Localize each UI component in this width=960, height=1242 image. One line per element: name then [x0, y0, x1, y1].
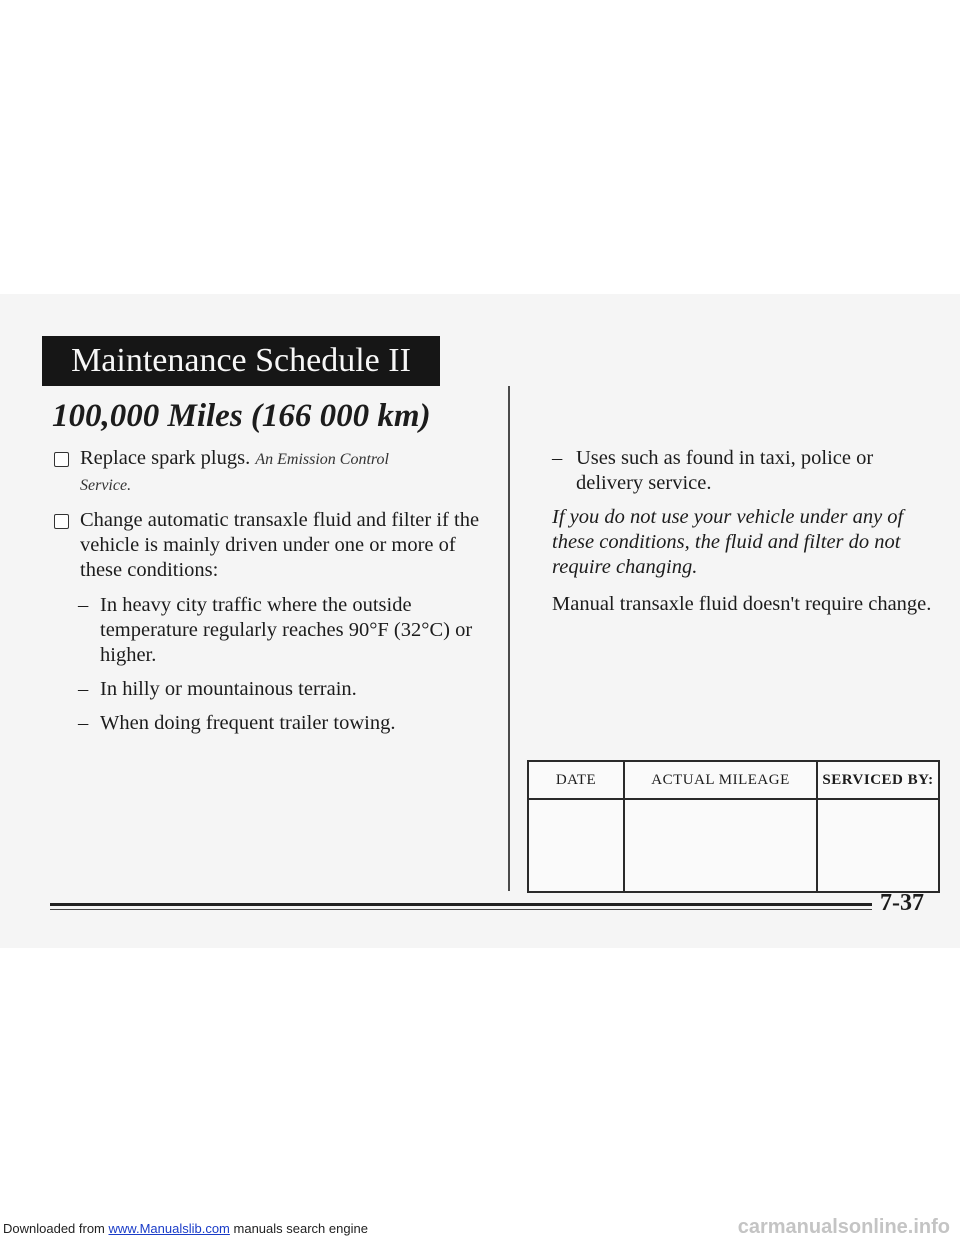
table-header-serviced-by: SERVICED BY: — [817, 761, 939, 799]
condition-text: Uses such as found in taxi, police or delivery service. — [576, 447, 874, 494]
credit-prefix: Downloaded from — [3, 1221, 105, 1236]
condition-text: In heavy city traffic where the outside temperature regularly reaches 90°F (32°C) or higher. — [100, 594, 473, 666]
table-header-mileage: ACTUAL MILEAGE — [624, 761, 817, 799]
date-cell[interactable] — [528, 799, 624, 892]
dash-bullet: – — [78, 594, 89, 616]
section-header-bar: Maintenance Schedule II — [42, 336, 440, 386]
checkbox-icon[interactable] — [54, 452, 69, 467]
mileage-cell[interactable] — [624, 799, 817, 892]
footer-rule — [50, 903, 872, 906]
dash-bullet: – — [78, 712, 89, 734]
condition-text: In hilly or mountainous terrain. — [100, 678, 357, 700]
checkbox-icon[interactable] — [54, 514, 69, 529]
emission-control-note-cont: Service. — [80, 477, 132, 494]
checklist-item-spark-plugs — [52, 446, 492, 498]
list-item — [552, 446, 942, 496]
column-divider — [508, 386, 510, 891]
watermark-logo: carmanualsonline.info — [737, 1216, 950, 1238]
credit-suffix: manuals search engine — [233, 1221, 368, 1236]
emission-control-note: An Emission Control — [255, 451, 389, 468]
list-item — [52, 593, 492, 668]
conditions-list — [52, 593, 492, 736]
table-header-date: DATE — [528, 761, 624, 799]
list-item — [52, 677, 492, 702]
item-text: Replace spark plugs. — [80, 447, 251, 469]
serviced-by-cell[interactable] — [817, 799, 939, 892]
page-number: 7-37 — [880, 890, 924, 916]
right-column — [552, 446, 942, 629]
item-text: Change automatic transaxle fluid and filter if the vehicle is mainly driven under one or more of these conditions: — [80, 509, 480, 581]
manual-transaxle-note: Manual transaxle fluid doesn't require change. — [552, 593, 932, 615]
table-row — [528, 799, 939, 892]
condition-text: When doing frequent trailer towing. — [100, 712, 396, 734]
checklist-item-transaxle-fluid — [52, 508, 492, 583]
manualslib-link[interactable]: www.Manualslib.com — [108, 1221, 230, 1236]
left-column — [52, 446, 492, 745]
footer-rule-thin — [50, 909, 872, 910]
dash-bullet: – — [552, 447, 563, 469]
conditions-note: If you do not use your vehicle under any of these conditions, the fluid and filter do not require changing. — [552, 506, 904, 578]
list-item — [52, 711, 492, 736]
service-record-table — [527, 760, 940, 893]
dash-bullet: – — [78, 678, 89, 700]
page-title: 100,000 Miles (166 000 km) — [52, 398, 431, 434]
download-credit — [3, 1221, 368, 1236]
